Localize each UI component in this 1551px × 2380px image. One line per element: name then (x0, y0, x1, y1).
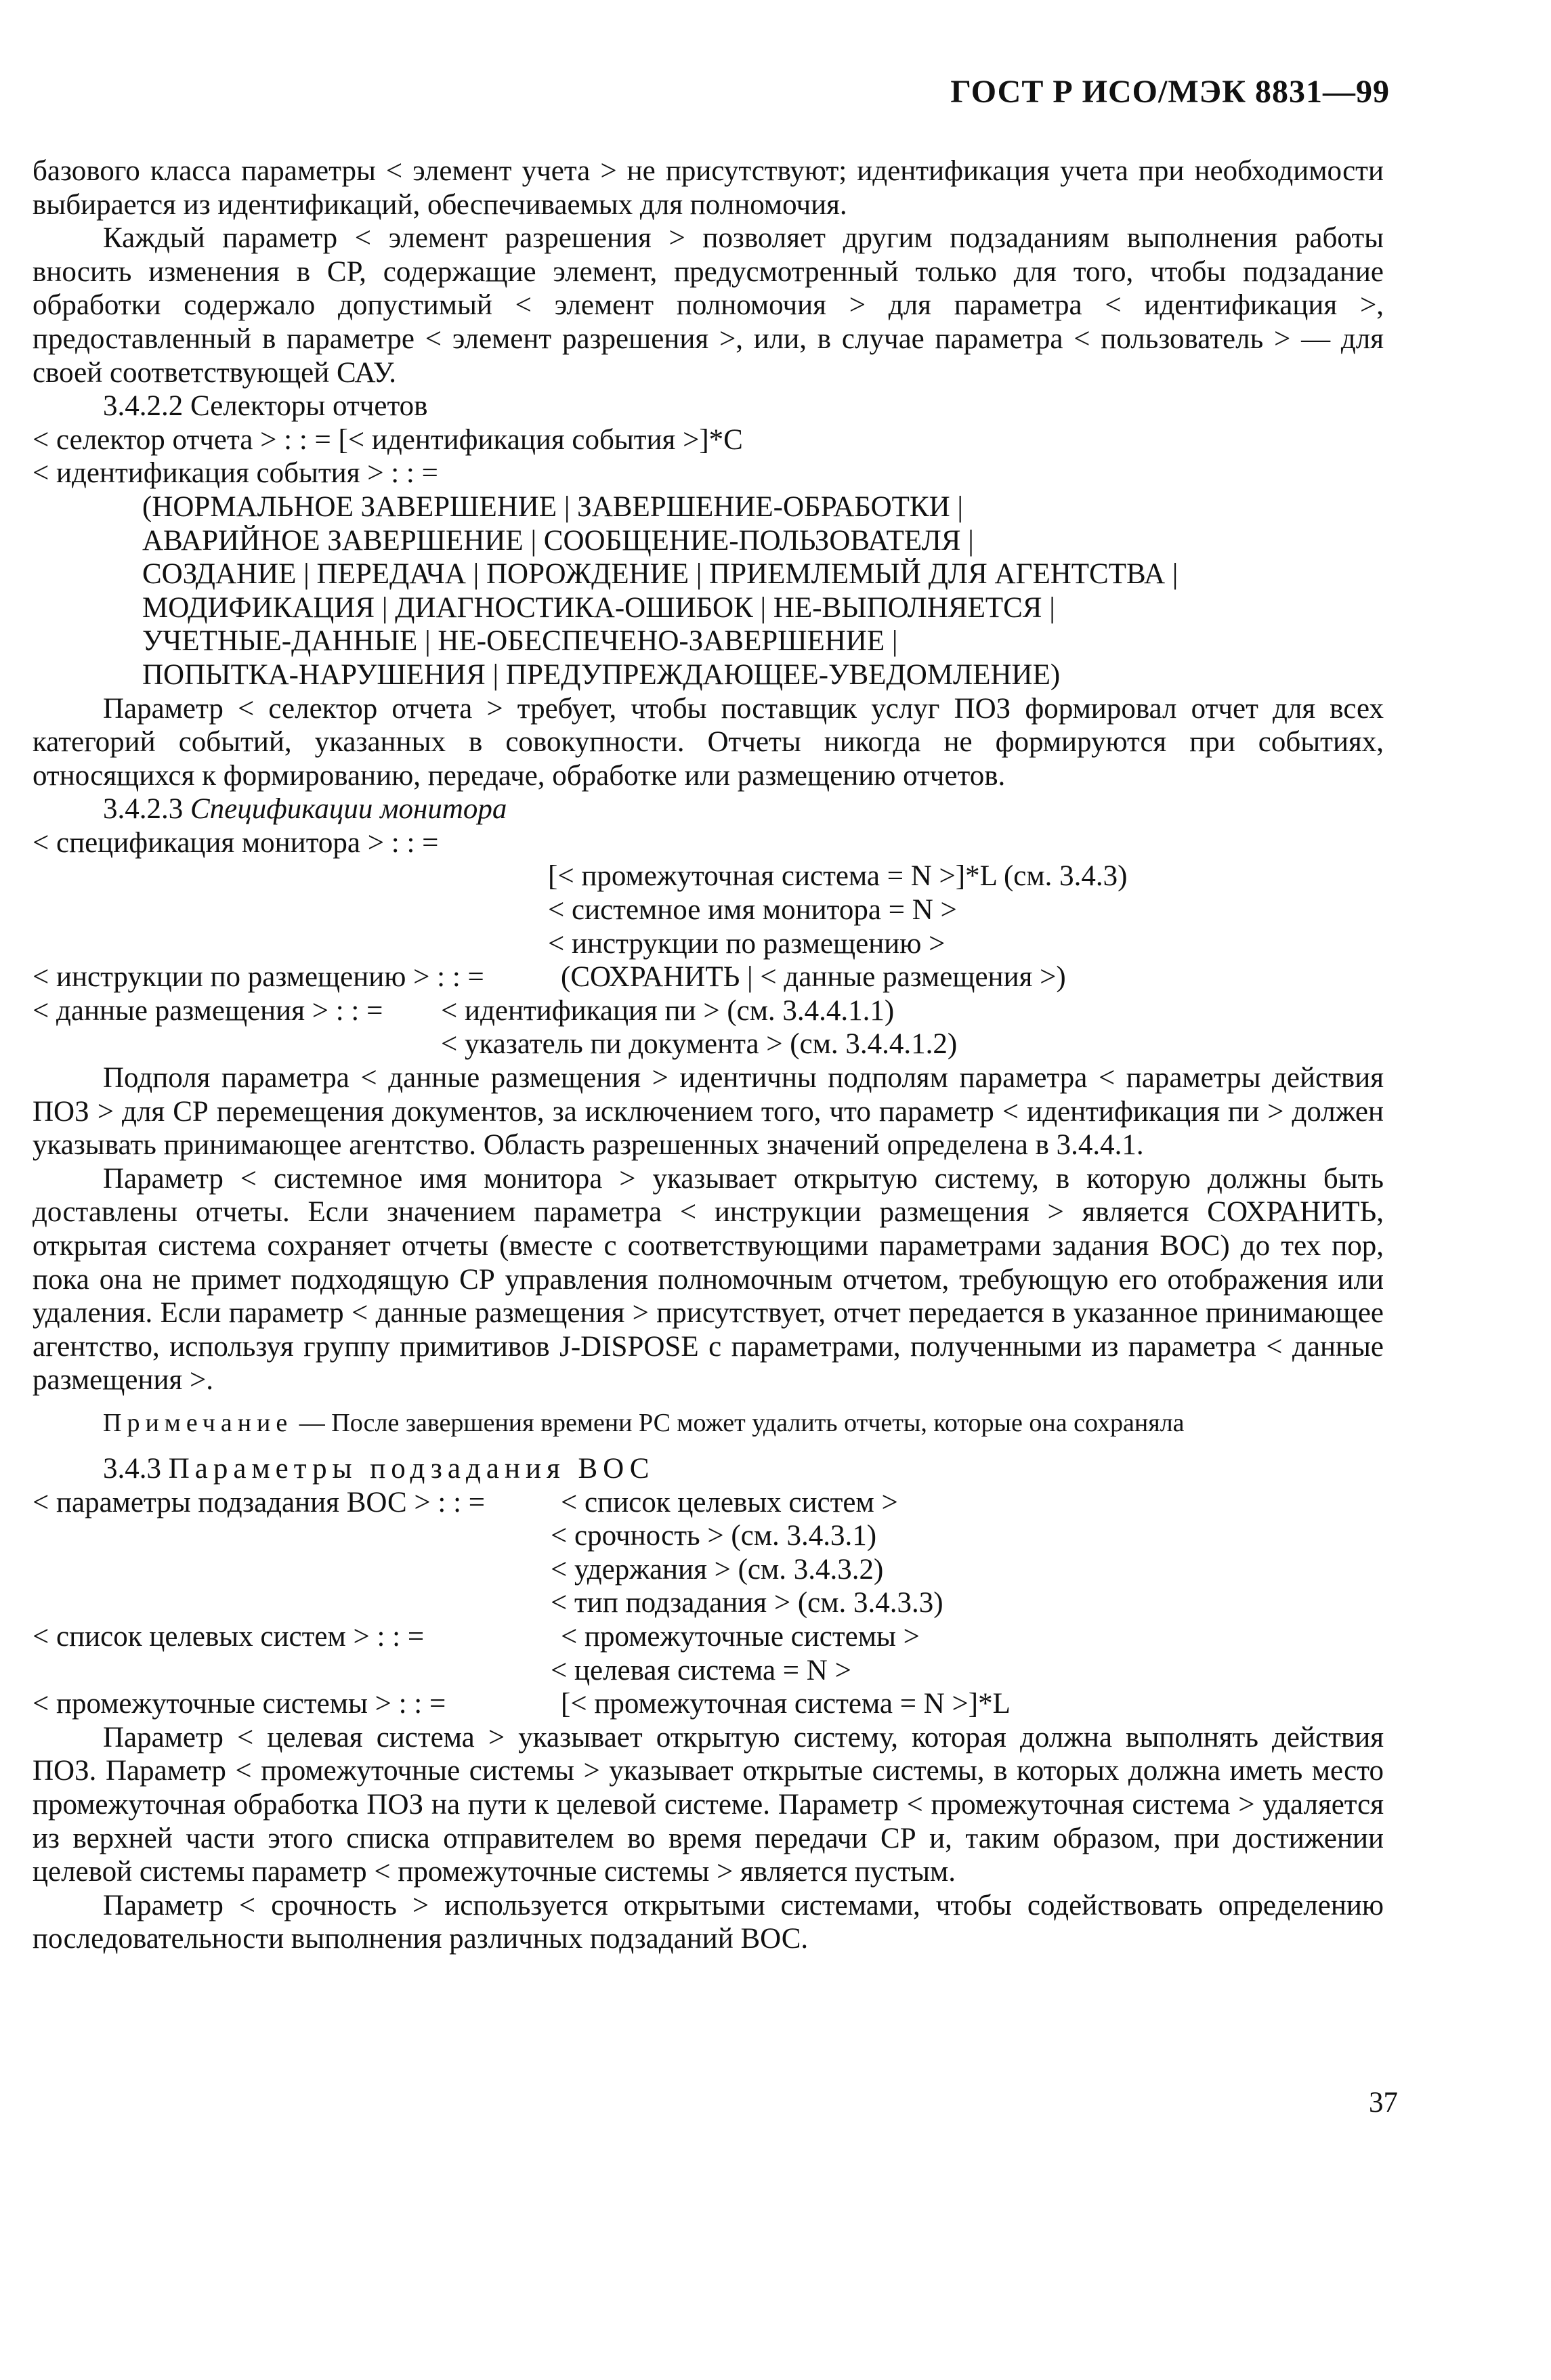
grammar-line: [< промежуточная система = N >]*L (см. 3.4.3) (548, 860, 1128, 893)
grammar-row (33, 1620, 1384, 1654)
grammar-row (33, 1486, 1384, 1520)
grammar-line: < целевая система = N > (551, 1654, 851, 1686)
grammar-line: < селектор отчета > : : = [< идентификация события >]*С (33, 423, 743, 456)
paragraph: базового класса параметры < элемент учета > не присутствуют; идентификация учета при необходимости выбирается из идентификаций, обеспечиваемых для полномочия. (33, 155, 1384, 221)
event-enum-line: (НОРМАЛЬНОЕ ЗАВЕРШЕНИЕ | ЗАВЕРШЕНИЕ-ОБРАБОТКИ | (142, 490, 963, 523)
paragraph: Параметр < селектор отчета > требует, чтобы поставщик услуг ПОЗ формировал отчет для всех категорий событий, указанных в совокупности. Отчеты никогда не формируются при событиях, относящихся к формированию, передаче, обработке или размещению отчетов. (33, 692, 1384, 792)
grammar-lhs: < параметры подзадания ВОС > : : = (33, 1486, 486, 1518)
paragraph: Параметр < системное имя монитора > указывает открытую систему, в которую должны быть доставлены отчеты. Если значением параметра < инструкции размещения > является СОХРАНИТЬ, открытая система сохраняет отчеты (вместе с соответствующими параметрами задания ВОС) до тех пор, пока она не примет подходящую СР управления полномочным отчетом, требующую его отображения или удаления. Если параметр < данные размещения > присутствует, отчет передается в указанное принимающее агентство, используя группу примитивов J-DISPOSE с параметрами, полученными из параметра < данные размещения >. (33, 1162, 1384, 1397)
grammar-line: < спецификация монитора > : : = (33, 826, 439, 859)
event-enum-line: МОДИФИКАЦИЯ | ДИАГНОСТИКА-ОШИБОК | НЕ-ВЫПОЛНЯЕТСЯ | (142, 591, 1055, 624)
event-enum-line: АВАРИЙНОЕ ЗАВЕРШЕНИЕ | СООБЩЕНИЕ-ПОЛЬЗОВАТЕЛЯ | (142, 524, 974, 557)
grammar-row (33, 1687, 1384, 1721)
section-heading-3-4-2-2: 3.4.2.2 Селекторы отчетов (103, 390, 428, 423)
section-number: 3.4.2.3 (103, 793, 184, 826)
section-number: 3.4.3 (103, 1452, 161, 1485)
paragraph: Каждый параметр < элемент разрешения > позволяет другим подзаданиям выполнения работы вносить изменения в СР, содержащие элемент, предусмотренный только для того, чтобы подзадание обработки содержало допустимый < элемент полномочия > для параметра < идентификация >, предоставленный в параметре < элемент разрешения >, или, в случае параметра < пользователь > — для своей соответствующей САУ. (33, 222, 1384, 389)
grammar-line: < тип подзадания > (см. 3.4.3.3) (551, 1587, 943, 1619)
grammar-line: < инструкции по размещению > (548, 927, 946, 960)
grammar-row (33, 960, 1384, 994)
grammar-rhs: [< промежуточная система = N >]*L (561, 1688, 1011, 1720)
document-body (33, 154, 1384, 1956)
grammar-line: < системное имя монитора = N > (548, 894, 957, 927)
paragraph: Подполя параметра < данные размещения > идентичны подполям параметра < параметры действия ПОЗ > для СР перемещения документов, за исключением того, что параметр < идентификация пи > должен указывать принимающее агентство. Область разрешенных значений определена в 3.4.4.1. (33, 1062, 1384, 1162)
grammar-rhs: < промежуточные системы > (561, 1620, 920, 1653)
grammar-lhs: < список целевых систем > : : = (33, 1620, 425, 1653)
grammar-rhs: < идентификация пи > (см. 3.4.4.1.1) (441, 994, 895, 1027)
grammar-lhs: < данные размещения > : : = (33, 994, 383, 1027)
grammar-lhs: < инструкции по размещению > : : = (33, 961, 484, 994)
note-label: Примечание (103, 1408, 293, 1437)
grammar-line: < указатель пи документа > (см. 3.4.4.1.2) (441, 1028, 958, 1061)
grammar-line: < идентификация события > : : = (33, 457, 438, 490)
event-enum-line: ПОПЫТКА-НАРУШЕНИЯ | ПРЕДУПРЕЖДАЮЩЕЕ-УВЕДОМЛЕНИЕ) (142, 658, 1061, 691)
grammar-rhs: < список целевых систем > (561, 1486, 898, 1518)
grammar-line: < срочность > (см. 3.4.3.1) (551, 1520, 877, 1552)
event-enum-line: СОЗДАНИЕ | ПЕРЕДАЧА | ПОРОЖДЕНИЕ | ПРИЕМЛЕМЫЙ ДЛЯ АГЕНТСТВА | (142, 558, 1178, 591)
section-title: Параметры подзадания ВОС (168, 1452, 655, 1485)
grammar-row (33, 994, 1384, 1028)
document-header: ГОСТ Р ИСО/МЭК 8831—99 (950, 74, 1390, 110)
section-heading-3-4-3 (33, 1452, 1384, 1486)
paragraph: Параметр < срочность > используется открытыми системами, чтобы содействовать определению последовательности выполнения различных подзаданий ВОС. (33, 1889, 1384, 1955)
event-enum-line: УЧЕТНЫЕ-ДАННЫЕ | НЕ-ОБЕСПЕЧЕНО-ЗАВЕРШЕНИЕ | (142, 625, 898, 658)
page-number: 37 (1369, 2087, 1398, 2119)
note (33, 1407, 1384, 1440)
grammar-line: < удержания > (см. 3.4.3.2) (551, 1553, 884, 1586)
grammar-rhs: (СОХРАНИТЬ | < данные размещения >) (561, 961, 1066, 994)
paragraph: Параметр < целевая система > указывает открытую систему, которая должна выполнять действия ПОЗ. Параметр < промежуточные системы > указывает открытые системы, в которых должна иметь место промежуточная обработка ПОЗ на пути к целевой системе. Параметр < промежуточная система > удаляется из верхней части этого списка отправителем во время передачи СР и, таким образом, при достижении целевой системы параметр < промежуточные системы > является пустым. (33, 1721, 1384, 1888)
section-title: Спецификации монитора (190, 793, 507, 826)
note-text: — После завершения времени РС может удалить отчеты, которые она сохраняла (299, 1408, 1185, 1437)
grammar-lhs: < промежуточные системы > : : = (33, 1688, 446, 1720)
section-heading-3-4-2-3 (33, 792, 1384, 826)
